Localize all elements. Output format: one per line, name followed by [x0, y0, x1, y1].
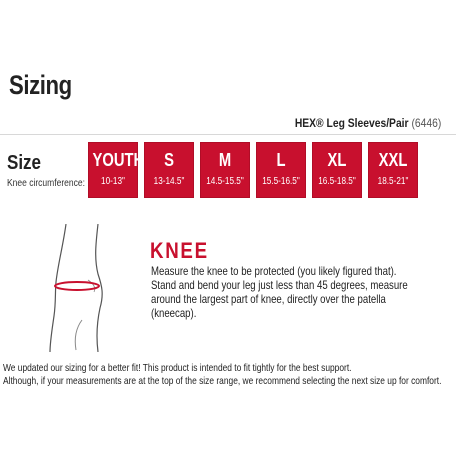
size-range: 15.5-16.5" [262, 176, 300, 187]
size-name: XXL [378, 150, 408, 170]
size-name: YOUTH [92, 150, 145, 170]
size-box-l [256, 142, 306, 198]
product-name: HEX® Leg Sleeves/Pair [294, 116, 409, 130]
size-box-m [200, 142, 250, 198]
size-box-s [144, 142, 194, 198]
size-chart [88, 142, 450, 198]
sizing-note: Although, if your measurements are at the top of the size range, we recommend selecting the next size up for comfort. [3, 375, 442, 387]
size-name: M [218, 150, 232, 170]
size-name: L [276, 150, 286, 170]
sizing-note: We updated our sizing for a better fit! This product is intended to fit tightly for the best support. [3, 362, 352, 374]
size-box-xxl [368, 142, 418, 198]
size-box-xl [312, 142, 362, 198]
size-name: S [164, 150, 174, 170]
knee-measure-icon [46, 224, 118, 352]
size-range: 18.5-21" [377, 176, 409, 187]
size-range: 16.5-18.5" [318, 176, 356, 187]
knee-instructions: Measure the knee to be protected (you likely figured that). Stand and bend your leg just less than 45 degrees, measure around the largest part of knee, directly over the patella (kneecap). [151, 264, 408, 320]
size-box-youth [88, 142, 145, 198]
measure-label: Knee circumference: [7, 178, 85, 189]
product-heading [295, 116, 441, 130]
size-name: XL [327, 150, 347, 170]
knee-title: KNEE [150, 238, 209, 263]
size-range: 14.5-15.5" [206, 176, 244, 187]
product-code: (6446) [411, 116, 441, 130]
size-range: 10-13" [101, 176, 125, 187]
divider [0, 134, 456, 135]
size-label: Size [7, 152, 42, 174]
size-range: 13-14.5" [153, 176, 185, 187]
page-title: Sizing [9, 70, 72, 100]
